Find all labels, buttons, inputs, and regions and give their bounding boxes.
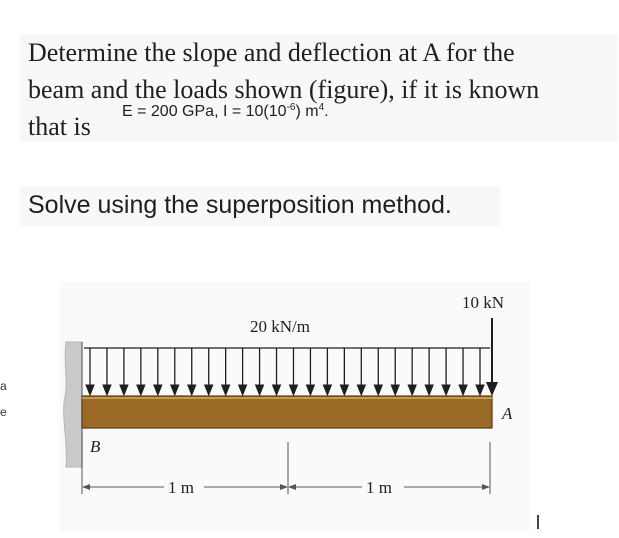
material-properties bbox=[122, 103, 329, 120]
problem-line-1: Determine the slope and deflection at A for the bbox=[28, 38, 515, 67]
dim-arrow-3 bbox=[288, 484, 296, 490]
distributed-load-arrowhead bbox=[289, 385, 297, 395]
free-end-label-a: A bbox=[502, 404, 513, 423]
distributed-load-arrowhead bbox=[171, 385, 179, 395]
edge-glyph-2: e bbox=[0, 405, 7, 419]
distributed-load-arrowhead bbox=[408, 385, 416, 395]
text-cursor bbox=[537, 515, 539, 529]
dim-arrow-1 bbox=[82, 484, 90, 490]
dim-arrow-2 bbox=[280, 484, 288, 490]
distributed-load-label: 20 kN/m bbox=[250, 317, 310, 336]
distributed-load-arrowhead bbox=[86, 385, 94, 395]
distributed-load-arrowhead bbox=[323, 385, 331, 395]
beam bbox=[82, 396, 492, 428]
distributed-load-arrowhead bbox=[374, 385, 382, 395]
distributed-load-arrowhead bbox=[222, 385, 230, 395]
distributed-load-arrowhead bbox=[425, 385, 433, 395]
distributed-load-arrowhead bbox=[357, 385, 365, 395]
distributed-load-arrowhead bbox=[340, 385, 348, 395]
distributed-load-arrowhead bbox=[103, 385, 111, 395]
distributed-load-arrowhead bbox=[154, 385, 162, 395]
dim-arrow-4 bbox=[482, 484, 490, 490]
distributed-load-arrowhead bbox=[273, 385, 281, 395]
instruction-text: Solve using the superposition method. bbox=[28, 191, 452, 219]
instruction-block bbox=[20, 186, 500, 226]
beam-diagram bbox=[60, 282, 530, 532]
distributed-load-arrowhead bbox=[120, 385, 128, 395]
fixed-support-wall bbox=[64, 342, 82, 467]
params-e-part: E = 200 GPa, I = 10(10 bbox=[122, 103, 287, 120]
distributed-load-arrowhead bbox=[137, 385, 145, 395]
problem-statement bbox=[20, 34, 617, 142]
beam-figure bbox=[60, 282, 530, 532]
distributed-load-arrowhead bbox=[205, 385, 213, 395]
distributed-load-arrows bbox=[86, 348, 484, 395]
distributed-load-arrowhead bbox=[476, 385, 484, 395]
distributed-load-arrowhead bbox=[442, 385, 450, 395]
dim-label-right: 1 m bbox=[366, 478, 392, 497]
point-load-label: 10 kN bbox=[462, 293, 505, 312]
distributed-load-arrowhead bbox=[239, 385, 247, 395]
params-close: ) bbox=[295, 103, 301, 120]
params-exponent: -6 bbox=[286, 102, 296, 113]
support-label-b: B bbox=[90, 437, 101, 456]
dim-label-left: 1 m bbox=[168, 478, 194, 497]
distributed-load-arrowhead bbox=[188, 385, 196, 395]
problem-line-2: beam and the loads shown (figure), if it is known bbox=[28, 75, 540, 104]
distributed-load-arrowhead bbox=[306, 385, 314, 395]
distributed-load-arrowhead bbox=[256, 385, 264, 395]
params-unit: m bbox=[300, 103, 319, 120]
distributed-load-arrowhead bbox=[391, 385, 399, 395]
params-end: . bbox=[324, 103, 329, 120]
point-load-arrowhead bbox=[486, 382, 498, 396]
problem-line-3: that is bbox=[28, 112, 91, 141]
params-unit-exponent: 4 bbox=[318, 102, 325, 113]
distributed-load-arrowhead bbox=[459, 385, 467, 395]
edge-glyph-1: a bbox=[0, 379, 7, 393]
